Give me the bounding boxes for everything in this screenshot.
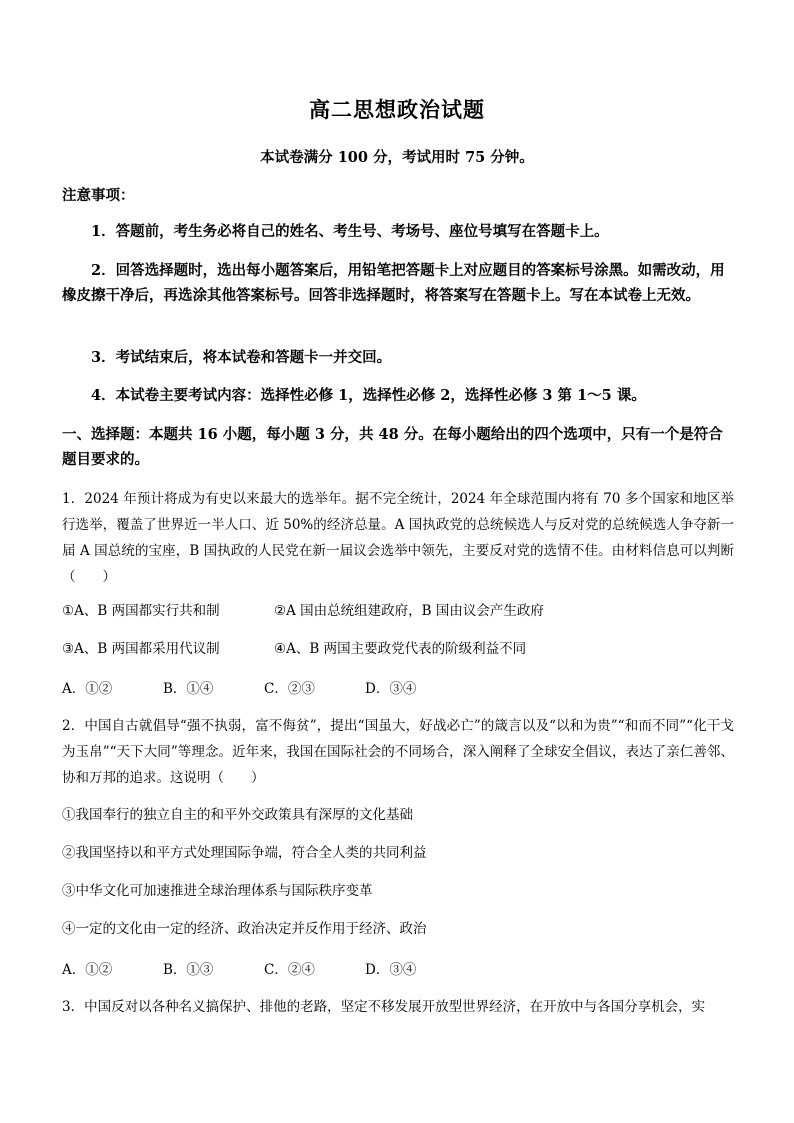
question-3-stem: 3．中国反对以各种名义搞保护、排他的老路，坚定不移发展开放型世界经济，在开放中与各国分享机会，实 (62, 999, 706, 1015)
question-1-statements-row-2 (62, 639, 526, 659)
answer-c[interactable]: C．②③ (264, 681, 315, 697)
question-2-statement-4: ④一定的文化由一定的经济、政治决定并反作用于经济、政治 (62, 921, 427, 937)
answer-b[interactable]: B．①④ (163, 681, 214, 697)
answer-a[interactable]: A．①② (62, 962, 113, 978)
answer-a[interactable]: A．①② (62, 681, 113, 697)
statement-1: ①A、B 两国都实行共和制 (62, 603, 220, 619)
statement-2: ②A 国由总统组建政府，B 国由议会产生政府 (274, 603, 544, 619)
notice-item-4: 4．本试卷主要考试内容：选择性必修 1，选择性必修 2，选择性必修 3 第 1～5 课。 (91, 387, 646, 404)
question-1-answers (62, 677, 466, 697)
answer-b[interactable]: B．①③ (163, 962, 214, 978)
answer-c[interactable]: C．②④ (264, 962, 315, 978)
question-2-answers (62, 958, 466, 978)
statement-3: ③A、B 两国都采用代议制 (62, 641, 220, 657)
notice-item-3: 3．考试结束后，将本试卷和答题卡一并交回。 (91, 349, 392, 366)
question-2-statement-3: ③中华文化可加速推进全球治理体系与国际秩序变革 (62, 883, 373, 899)
page-title: 高二思想政治试题 (309, 97, 485, 122)
notice-item-1: 1．答题前，考生务必将自己的姓名、考生号、考场号、座位号填写在答题卡上。 (91, 223, 609, 240)
exam-subtitle: 本试卷满分 100 分，考试用时 75 分钟。 (260, 149, 534, 166)
statement-4: ④A、B 两国主要政党代表的阶级利益不同 (274, 641, 527, 657)
notice-heading: 注意事项： (62, 187, 135, 204)
answer-d[interactable]: D．③④ (365, 681, 417, 697)
section-heading: 一、选择题：本题共 16 小题，每小题 3 分，共 48 分。在每小题给出的四个选项中，只有一个是符合题目要求的。 (62, 426, 723, 468)
question-2-statement-2: ②我国坚持以和平方式处理国际争端，符合全人类的共同利益 (62, 845, 427, 861)
question-1-stem: 1．2024 年预计将成为有史以来最大的选举年。据不完全统计，2024 年全球范围内将有 70 多个国家和地区举行选举，覆盖了世界近一半人口、近 50%的经济总量。A 国执政党的总统候选人与反对党的总统候选人争夺新一届 A 国总统的宝座，B 国执政的人民党在新一届议会选举中领先，主要反对党的选情不佳。由材料信息可以判断（ ） (62, 491, 734, 585)
answer-d[interactable]: D．③④ (365, 962, 417, 978)
question-1-statements-row-1 (62, 601, 544, 621)
question-2-stem: 2．中国自古就倡导“强不执弱，富不侮贫”，提出“国虽大，好战必亡”的箴言以及“以和为贵”“和而不同”“化干戈为玉帛”“天下大同”等理念。近年来，我国在国际社会的不同场合，深入阐释了全球安全倡议，表达了亲仁善邻、协和万邦的追求。这说明（ ） (62, 718, 734, 786)
question-2-statement-1: ①我国奉行的独立自主的和平外交政策具有深厚的文化基础 (62, 807, 413, 823)
notice-item-2: 2．回答选择题时，选出每小题答案后，用铅笔把答题卡上对应题目的答案标号涂黑。如需改动，用橡皮擦干净后，再选涂其他答案标号。回答非选择题时，将答案写在答题卡上。写在本试卷上无效。 (62, 262, 725, 304)
